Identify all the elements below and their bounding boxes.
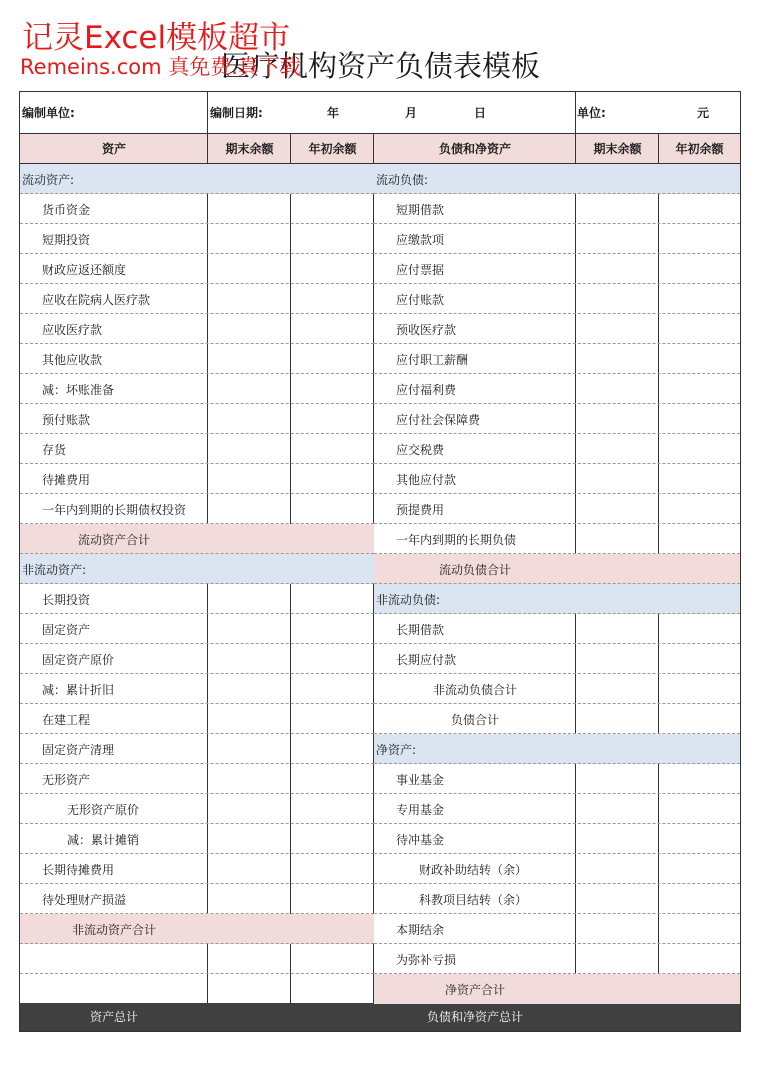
right-end-balance-cell[interactable]: [576, 824, 659, 854]
balance-sheet-table: [19, 91, 741, 1032]
left-row-label: 在建工程: [42, 713, 91, 727]
right-row-label: 长期应付款: [396, 653, 457, 667]
col-end-balance: 期末余额: [225, 142, 274, 156]
compiler-unit-label: 编制单位:: [22, 106, 75, 120]
left-begin-balance-cell[interactable]: [291, 164, 374, 194]
right-end-balance-cell[interactable]: [576, 914, 659, 944]
page-title: 医疗机构资产负债表模板: [220, 49, 540, 83]
right-row-label: 非流动负债合计: [432, 683, 517, 697]
left-row-label: 无形资产: [42, 773, 91, 787]
col-assets: 资产: [101, 142, 126, 156]
right-end-balance-cell[interactable]: [576, 464, 659, 494]
left-row-label: 流动资产合计: [77, 533, 150, 547]
right-end-balance-cell[interactable]: [576, 674, 659, 704]
left-begin-balance-cell[interactable]: [291, 314, 374, 344]
right-end-balance-cell[interactable]: [576, 344, 659, 374]
left-end-balance-cell[interactable]: [208, 224, 291, 254]
right-end-balance-cell[interactable]: [576, 704, 659, 734]
left-end-balance-cell[interactable]: [208, 344, 291, 374]
right-end-balance-cell[interactable]: [576, 374, 659, 404]
right-end-balance-cell[interactable]: [576, 584, 659, 614]
left-begin-balance-cell[interactable]: [291, 524, 374, 554]
right-row-label: 应付票据: [396, 263, 445, 277]
right-row-label: 应付账款: [396, 293, 445, 307]
left-begin-balance-cell[interactable]: [291, 884, 374, 914]
col-begin-balance: 年初余额: [308, 142, 357, 156]
left-end-balance-cell[interactable]: [208, 284, 291, 314]
right-begin-balance-cell[interactable]: [659, 524, 740, 554]
right-row-label: 一年内到期的长期负债: [396, 533, 517, 547]
right-begin-balance-cell[interactable]: [659, 884, 740, 914]
right-row-label: 净资产:: [376, 743, 417, 757]
right-row-label: 短期借款: [396, 203, 445, 217]
col-begin-balance-right: 年初余额: [675, 142, 724, 156]
left-begin-balance-cell[interactable]: [291, 764, 374, 794]
right-begin-balance-cell[interactable]: [659, 674, 740, 704]
right-begin-balance-cell[interactable]: [659, 764, 740, 794]
right-begin-balance-cell[interactable]: [659, 704, 740, 734]
right-begin-balance-cell[interactable]: [659, 554, 740, 584]
right-begin-balance-cell[interactable]: [659, 404, 740, 434]
right-end-balance-cell[interactable]: [576, 854, 659, 884]
left-row-label: 其他应收款: [42, 353, 103, 367]
right-end-balance-cell[interactable]: [576, 164, 659, 194]
right-end-balance-cell[interactable]: [576, 554, 659, 584]
right-row-label: 财政补助结转（余）: [419, 863, 528, 877]
left-row-label: 短期投资: [42, 233, 91, 247]
left-end-balance-cell[interactable]: [208, 554, 291, 584]
right-begin-balance-cell[interactable]: [659, 464, 740, 494]
left-end-balance-cell[interactable]: [208, 404, 291, 434]
date-year: 年: [327, 106, 340, 120]
right-row-label: 应缴款项: [396, 233, 445, 247]
liab-total-label: 负债和净资产总计: [426, 1010, 523, 1024]
left-end-balance-cell[interactable]: [208, 704, 291, 734]
left-row-label: 固定资产: [42, 623, 91, 637]
left-end-balance-cell[interactable]: [208, 584, 291, 614]
left-end-balance-cell[interactable]: [208, 914, 291, 944]
right-row-label: 事业基金: [396, 773, 445, 787]
right-row-label: 应交税费: [396, 443, 445, 457]
date-month: 月: [405, 106, 418, 120]
right-end-balance-cell[interactable]: [576, 284, 659, 314]
left-end-balance-cell[interactable]: [208, 164, 291, 194]
left-end-balance-cell[interactable]: [208, 674, 291, 704]
right-row-label: 其他应付款: [396, 473, 457, 487]
right-end-balance-cell[interactable]: [576, 224, 659, 254]
left-row-label: 应收医疗款: [42, 323, 103, 337]
left-end-balance-cell[interactable]: [208, 524, 291, 554]
right-row-label: 科教项目结转（余）: [419, 893, 528, 907]
left-row-label: 长期投资: [42, 593, 91, 607]
left-begin-balance-cell[interactable]: [291, 944, 374, 974]
right-begin-balance-cell[interactable]: [659, 734, 740, 764]
left-row-label: 待处理财产损溢: [42, 893, 127, 907]
right-begin-balance-cell[interactable]: [659, 314, 740, 344]
left-end-balance-cell[interactable]: [208, 764, 291, 794]
left-end-balance-cell[interactable]: [208, 434, 291, 464]
right-row-label: 净资产合计: [444, 983, 505, 997]
left-begin-balance-cell[interactable]: [291, 194, 374, 224]
compile-date-label: 编制日期:: [210, 106, 263, 120]
right-begin-balance-cell[interactable]: [659, 164, 740, 194]
left-begin-balance-cell[interactable]: [291, 494, 374, 524]
left-end-balance-cell[interactable]: [208, 314, 291, 344]
left-begin-balance-cell[interactable]: [291, 374, 374, 404]
left-begin-balance-cell[interactable]: [291, 224, 374, 254]
left-row-label: 待摊费用: [42, 473, 91, 487]
left-end-balance-cell[interactable]: [208, 374, 291, 404]
right-begin-balance-cell[interactable]: [659, 254, 740, 284]
left-begin-balance-cell[interactable]: [291, 584, 374, 614]
left-end-balance-cell[interactable]: [208, 974, 291, 1004]
right-begin-balance-cell[interactable]: [659, 644, 740, 674]
right-end-balance-cell[interactable]: [576, 434, 659, 464]
left-end-balance-cell[interactable]: [208, 254, 291, 284]
right-begin-balance-cell[interactable]: [659, 854, 740, 884]
right-end-balance-cell[interactable]: [576, 194, 659, 224]
left-row-label: 固定资产清理: [42, 743, 115, 757]
right-begin-balance-cell[interactable]: [659, 824, 740, 854]
left-row-label: 财政应返还额度: [42, 263, 127, 277]
right-end-balance-cell[interactable]: [576, 524, 659, 554]
left-end-balance-cell[interactable]: [208, 824, 291, 854]
left-row-label: 非流动资产合计: [71, 923, 156, 937]
left-begin-balance-cell[interactable]: [291, 914, 374, 944]
right-row-label: 非流动负债:: [376, 593, 441, 607]
right-row-label: 本期结余: [396, 923, 445, 937]
left-end-balance-cell[interactable]: [208, 884, 291, 914]
right-begin-balance-cell[interactable]: [659, 224, 740, 254]
left-begin-balance-cell[interactable]: [291, 974, 374, 1004]
left-begin-balance-cell[interactable]: [291, 614, 374, 644]
right-end-balance-cell[interactable]: [576, 494, 659, 524]
right-begin-balance-cell[interactable]: [659, 494, 740, 524]
left-begin-balance-cell[interactable]: [291, 464, 374, 494]
right-row-label: 流动负债:: [376, 173, 429, 187]
right-end-balance-cell[interactable]: [576, 314, 659, 344]
right-begin-balance-cell[interactable]: [659, 944, 740, 974]
left-begin-balance-cell[interactable]: [291, 284, 374, 314]
right-row-label: 应付福利费: [396, 383, 457, 397]
header-divider: [20, 133, 740, 134]
right-row-label: 待冲基金: [396, 833, 445, 847]
right-row-label: 应付职工薪酬: [396, 353, 469, 367]
right-end-balance-cell[interactable]: [576, 644, 659, 674]
left-begin-balance-cell[interactable]: [291, 824, 374, 854]
right-begin-balance-cell[interactable]: [659, 974, 740, 1004]
left-begin-balance-cell[interactable]: [291, 734, 374, 764]
right-begin-balance-cell[interactable]: [659, 344, 740, 374]
info-divider-2: [575, 92, 576, 133]
left-begin-balance-cell[interactable]: [291, 704, 374, 734]
right-begin-balance-cell[interactable]: [659, 194, 740, 224]
left-row-label: 减：坏账准备: [42, 383, 115, 397]
left-end-balance-cell[interactable]: [208, 644, 291, 674]
left-begin-balance-cell[interactable]: [291, 644, 374, 674]
right-row-label: 负债合计: [450, 713, 499, 727]
left-end-balance-cell[interactable]: [208, 464, 291, 494]
left-row-label: 应收在院病人医疗款: [42, 293, 151, 307]
left-begin-balance-cell[interactable]: [291, 404, 374, 434]
right-end-balance-cell[interactable]: [576, 614, 659, 644]
left-begin-balance-cell[interactable]: [291, 794, 374, 824]
left-row-label: 无形资产原价: [67, 803, 140, 817]
right-end-balance-cell[interactable]: [576, 974, 659, 1004]
left-row-label: 固定资产原价: [42, 653, 115, 667]
left-begin-balance-cell[interactable]: [291, 344, 374, 374]
watermark-site: Remeins.com 真免费.真下载: [20, 55, 301, 79]
right-begin-balance-cell[interactable]: [659, 584, 740, 614]
date-day: 日: [474, 106, 487, 120]
left-row-label: 减：累计摊销: [67, 833, 140, 847]
col-end-balance-right: 期末余额: [593, 142, 642, 156]
assets-total-label: 资产总计: [89, 1010, 138, 1024]
right-row-label: 预收医疗款: [396, 323, 457, 337]
currency-unit-label: 单位:: [577, 106, 606, 120]
col-liabilities: 负债和净资产: [438, 142, 511, 156]
left-row-label: 非流动资产:: [22, 563, 87, 577]
left-row-label: 减：累计折旧: [42, 683, 115, 697]
left-end-balance-cell[interactable]: [208, 194, 291, 224]
left-begin-balance-cell[interactable]: [291, 254, 374, 284]
right-end-balance-cell[interactable]: [576, 794, 659, 824]
right-begin-balance-cell[interactable]: [659, 284, 740, 314]
left-end-balance-cell[interactable]: [208, 494, 291, 524]
right-end-balance-cell[interactable]: [576, 734, 659, 764]
right-end-balance-cell[interactable]: [576, 764, 659, 794]
left-begin-balance-cell[interactable]: [291, 434, 374, 464]
right-begin-balance-cell[interactable]: [659, 794, 740, 824]
left-end-balance-cell[interactable]: [208, 794, 291, 824]
left-end-balance-cell[interactable]: [208, 734, 291, 764]
right-row-label: 专用基金: [396, 803, 445, 817]
left-row-label: 预付账款: [42, 413, 91, 427]
right-row-label: 流动负债合计: [438, 563, 511, 577]
right-row-label: 预提费用: [396, 503, 445, 517]
left-row-label: 货币资金: [42, 203, 91, 217]
left-row-label: 长期待摊费用: [42, 863, 115, 877]
watermark-brand: 记灵Excel模板超市: [22, 20, 291, 56]
left-begin-balance-cell[interactable]: [291, 554, 374, 584]
left-begin-balance-cell[interactable]: [291, 674, 374, 704]
right-begin-balance-cell[interactable]: [659, 614, 740, 644]
left-end-balance-cell[interactable]: [208, 944, 291, 974]
left-row-label: 流动资产:: [22, 173, 75, 187]
right-row-label: 长期借款: [396, 623, 445, 637]
right-begin-balance-cell[interactable]: [659, 914, 740, 944]
right-end-balance-cell[interactable]: [576, 254, 659, 284]
right-end-balance-cell[interactable]: [576, 884, 659, 914]
left-begin-balance-cell[interactable]: [291, 854, 374, 884]
right-end-balance-cell[interactable]: [576, 944, 659, 974]
right-row-label: 应付社会保障费: [396, 413, 481, 427]
left-end-balance-cell[interactable]: [208, 854, 291, 884]
left-row-label: 存货: [42, 443, 67, 457]
right-begin-balance-cell[interactable]: [659, 434, 740, 464]
info-divider-1: [207, 92, 208, 133]
right-row-label: 为弥补亏损: [396, 953, 457, 967]
left-row-label: 一年内到期的长期债权投资: [42, 503, 187, 517]
currency-unit: 元: [697, 106, 710, 120]
right-begin-balance-cell[interactable]: [659, 374, 740, 404]
right-end-balance-cell[interactable]: [576, 404, 659, 434]
left-end-balance-cell[interactable]: [208, 614, 291, 644]
